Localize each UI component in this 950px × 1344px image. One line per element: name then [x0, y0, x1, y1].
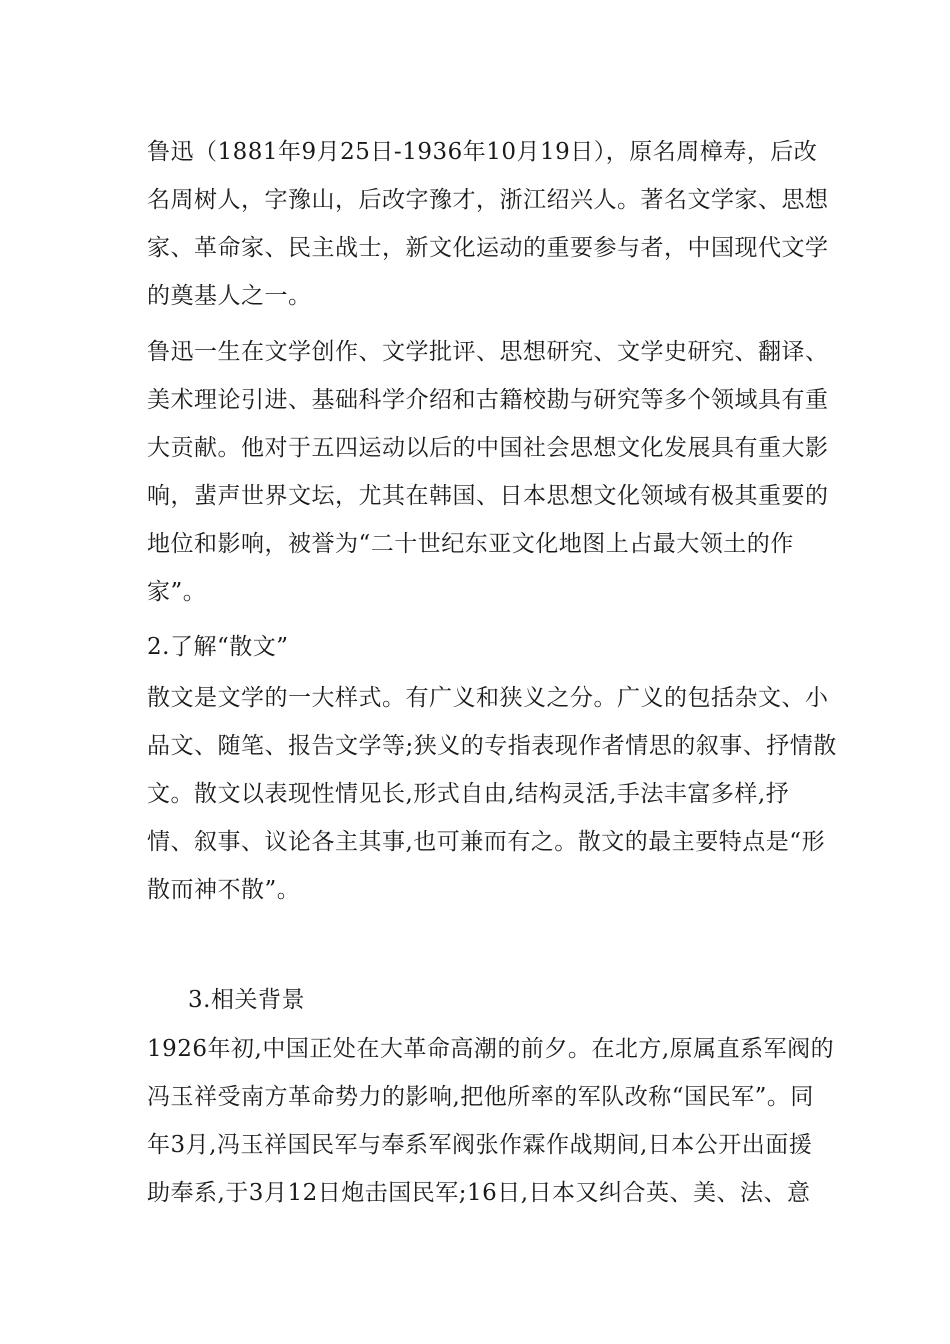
text-line: 情、叙事、议论各主其事,也可兼而有之。散文的最主要特点是“形 — [147, 829, 826, 855]
text-line: 家、革命家、民主战士，新文化运动的重要参与者，中国现代文学 — [147, 235, 829, 261]
text-line: 散而神不散”。 — [147, 877, 301, 903]
text-line: 年3月,冯玉祥国民军与奉系军阀张作霖作战期间,日本公开出面援 — [147, 1132, 813, 1158]
text-line: 鲁迅一生在文学创作、文学批评、思想研究、文学史研究、翻译、 — [147, 339, 829, 365]
text-line: 美术理论引进、基础科学介绍和古籍校勘与研究等多个领域具有重 — [147, 387, 829, 413]
text-line: 名周树人，字豫山，后改字豫才，浙江绍兴人。著名文学家、思想 — [147, 187, 829, 213]
section-heading: 3.相关背景 — [188, 987, 305, 1013]
text-line: 助奉系,于3月12日炮击国民军;16日,日本又纠合英、美、法、意 — [147, 1180, 811, 1206]
text-line: 文。散文以表现性情见长,形式自由,结构灵活,手法丰富多样,抒 — [147, 781, 790, 807]
text-line: 散文是文学的一大样式。有广义和狭义之分。广义的包括杂文、小 — [147, 685, 829, 711]
text-line: 的奠基人之一。 — [147, 283, 312, 309]
text-line: 地位和影响，被誉为“二十世纪东亚文化地图上占最大领土的作 — [147, 531, 794, 557]
text-line: 鲁迅（1881年9月25日-1936年10月19日），原名周樟寿，后改 — [147, 139, 818, 165]
text-line: 品文、随笔、报告文学等;狭义的专指表现作者情思的叙事、抒情散 — [147, 733, 837, 759]
text-line: 1926年初,中国正处在大革命高潮的前夕。在北方,原属直系军阀的 — [147, 1036, 835, 1062]
text-line: 家”。 — [147, 579, 207, 605]
text-line: 冯玉祥受南方革命势力的影响,把他所率的军队改称“国民军”。同 — [147, 1084, 814, 1110]
section-heading: 2.了解“散文” — [147, 634, 289, 660]
text-line: 响，蜚声世界文坛，尤其在韩国、日本思想文化领域有极其重要的 — [147, 483, 829, 509]
text-line: 大贡献。他对于五四运动以后的中国社会思想文化发展具有重大影 — [147, 435, 829, 461]
